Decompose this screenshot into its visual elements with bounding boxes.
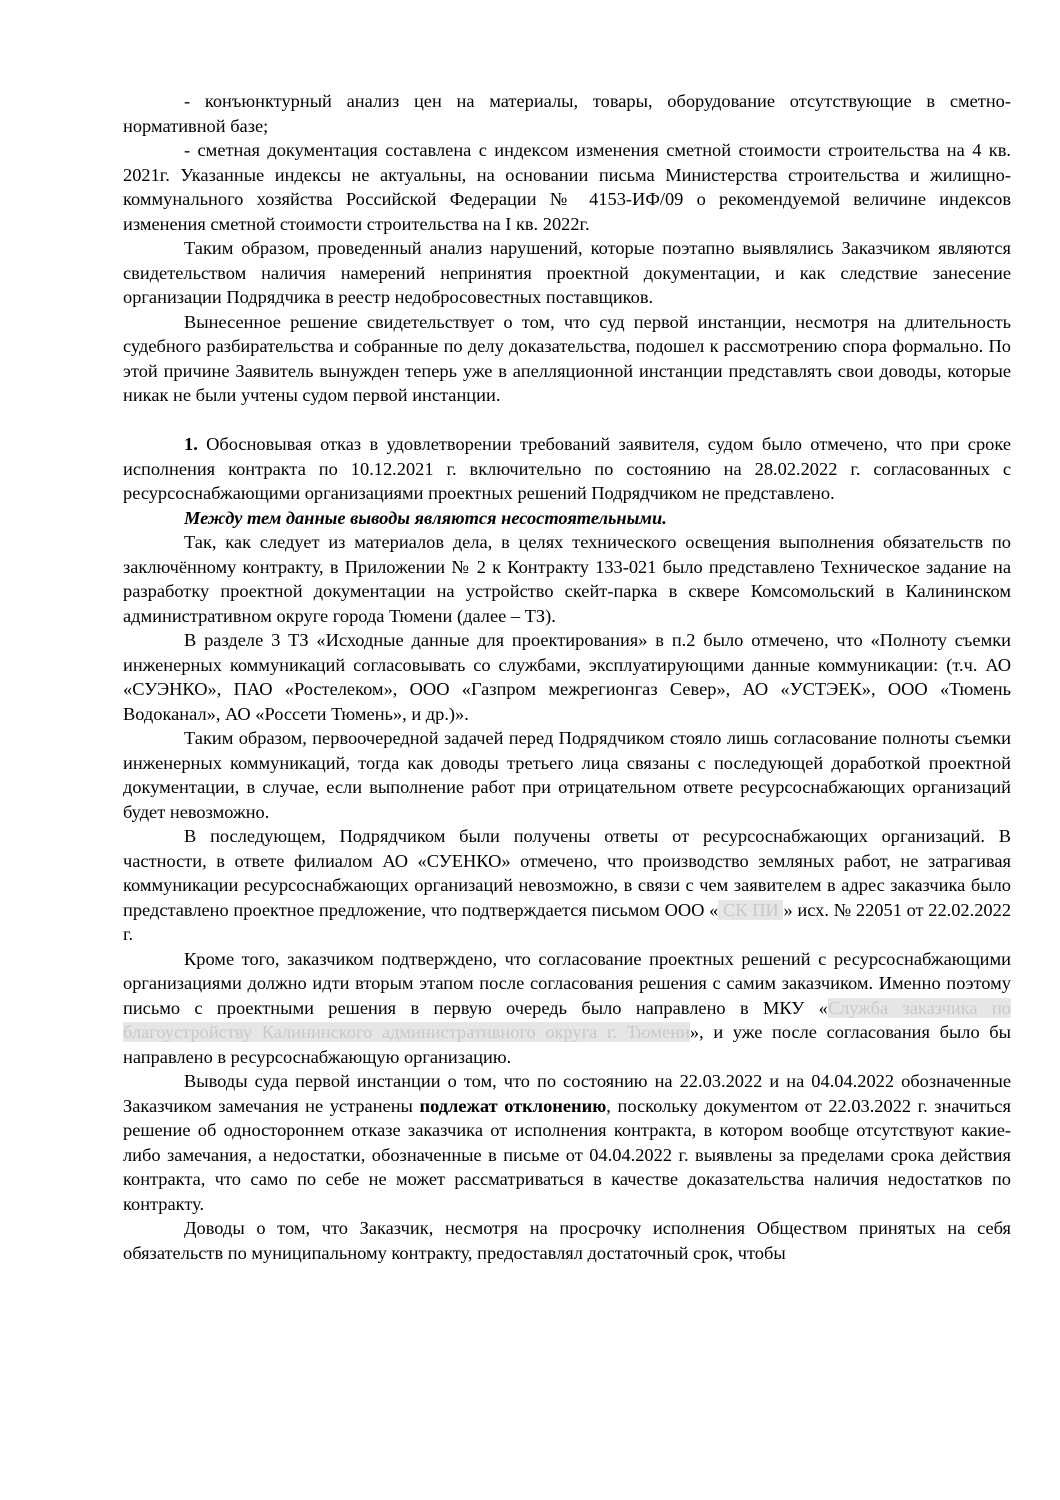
paragraph-violations-analysis: Таким образом, проведенный анализ нарушений, которые поэтапно выявлялись Заказчиком являются свидетельством наличия намерений непринятия проектной документации, и как следствие занесение организации Подрядчика в реестр недобросовестных поставщиков. xyxy=(123,238,1011,307)
redacted-company: СК ПИ xyxy=(718,899,784,920)
confirmation-text: Кроме того, заказчиком подтверждено, что согласование проектных решений с ресурсоснабжающими организациями должно идти вторым этапом после согласования решения с самим заказчиком. Именно поэтому письмо с проектными решения в первую очередь было направлено в МКУ « xyxy=(123,948,1011,1018)
responses-text-end: » исх. № 22051 от 22.02.2022 г. xyxy=(123,899,1012,944)
paragraph-customer-confirmation xyxy=(123,947,1011,1070)
confirmation-text-end: », и уже после согласования было бы направлено в ресурсоснабжающую организацию. xyxy=(123,1022,1011,1067)
point-1-text: Обосновывая отказ в удовлетворении требований заявителя, судом было отмечено, что при сроке исполнения контракта по 10.12.2021 г. включительно по состоянию на 28.02.2022 г. согласованных с ресурсоснабжающими организациями проектных решений Подрядчиком не представлено. xyxy=(123,434,1011,503)
conclusions-text: Выводы суда первой инстанции о том, что по состоянию на 22.03.2022 и на 04.04.2022 обозначенные Заказчиком замечания не устранены xyxy=(123,1071,1011,1116)
document-page xyxy=(123,89,1011,1265)
paragraph-section-3: В разделе 3 ТЗ «Исходные данные для проектирования» в п.2 было отмечено, что «Полноту съемки инженерных коммуникаций согласовывать со службами, эксплуатирующими данные коммуникации: (т.ч. АО «СУЭНКО», ПАО «Ростелеком», ООО «Газпром межрегионгаз Север», АО «УСТЭЕК», ООО «Тюмень Водоканал», АО «Россети Тюмень», и др.)». xyxy=(123,630,1011,724)
paragraph-technical-task: Так, как следует из материалов дела, в целях технического освещения выполнения обязательств по заключённому контракту, в Приложении № 2 к Контракту 133-021 было представлено Техническое задание на разработку проектной документации на устройство скейт-парка в сквере Комсомольский в Калининском административном округе города Тюмени (далее – ТЗ). xyxy=(123,532,1011,626)
paragraph-responses xyxy=(123,824,1011,947)
paragraph-court-decision: Вынесенное решение свидетельствует о том, что суд первой инстанции, несмотря на длительность судебного разбирательства и собранные по делу доказательства, подошел к рассмотрению спора формально. По этой причине Заявитель вынужден теперь уже в апелляционной инстанции представлять свои доводы, которые никак не были учтены судом первой инстанции. xyxy=(123,311,1011,405)
paragraph-primary-task: Таким образом, первоочередной задачей перед Подрядчиком стояло лишь согласование полноты съемки инженерных коммуникаций, тогда как доводы третьего лица связаны с последующей доработкой проектной документации, в случае, если выполнение работ при отрицательном ответе ресурсоснабжающих организаций будет невозможно. xyxy=(123,728,1011,822)
bold-rejection: подлежат отклонению xyxy=(419,1095,607,1116)
redacted-institution: Служба заказчика по благоустройству Калининского административного округа г. Тюмени xyxy=(123,997,1011,1042)
paragraph-arguments: Доводы о том, что Заказчик, несмотря на просрочку исполнения Обществом принятых на себя обязательств по муниципальному контракту, предоставлял достаточный срок, чтобы xyxy=(123,1218,1011,1263)
paragraph-gap xyxy=(123,408,1011,433)
responses-text: В последующем, Подрядчиком были получены ответы от ресурсоснабжающих организаций. В частности, в ответе филиалом АО «СУЕНКО» отмечено, что производство земляных работ, не затрагивая коммуникации ресурсоснабжающих организаций невозможно, в связи с чем заявителем в адрес заказчика было представлено проектное предложение, что подтверждается письмом ООО « xyxy=(123,826,1011,920)
conclusions-text-end: , поскольку документом от 22.03.2022 г. значиться решение об одностороннем отказе заказчика от исполнения контракта, в котором вообще отсутствуют какие-либо замечания, а недостатки, обозначенные в письме от 04.04.2022 г. выявлены за пределами срока действия контракта, что само по себе не может рассматриваться в качестве доказательства наличия недостатков по контракту. xyxy=(123,1095,1011,1214)
point-number: 1. xyxy=(184,434,198,454)
paragraph-conclusions-heading: Между тем данные выводы являются несостоятельными. xyxy=(184,507,667,528)
paragraph-market-analysis: - конъюнктурный анализ цен на материалы, товары, оборудование отсутствующие в сметно-нормативной базе; xyxy=(123,91,1011,136)
paragraph-point-1 xyxy=(123,432,1011,506)
paragraph-court-conclusions xyxy=(123,1069,1011,1216)
paragraph-estimate-index: - сметная документация составлена с индексом изменения сметной стоимости строительства на 4 кв. 2021г. Указанные индексы не актуальны, на основании письма Министерства строительства и жилищно-коммунального хозяйства Российской Федерации № 4153-ИФ/09 о рекомендуемой величине индексов изменения сметной стоимости строительства на I кв. 2022г. xyxy=(123,140,1011,234)
